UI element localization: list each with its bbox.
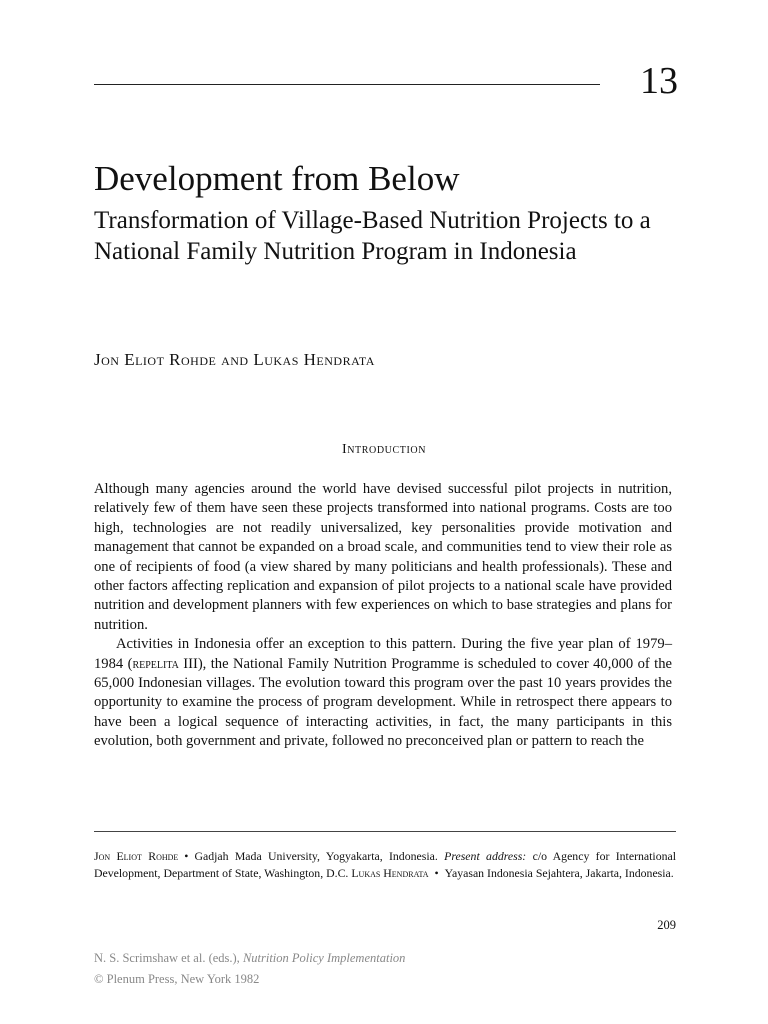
- repelita-term: repelita: [132, 655, 179, 672]
- chapter-number: 13: [640, 60, 678, 102]
- header-rule: [94, 84, 600, 85]
- footnote-author-1: Jon Eliot Rohde: [94, 849, 179, 863]
- paragraph-1: Although many agencies around the world have devised successful pilot projects in nutrition, relatively few of them have seen these projects transformed into national programs. Costs are too high, technologies are not readily universalized, key personalities provide motivation and management that cannot be expanded on a broad scale, and communities tend to view their role as one of recipients of food (a view shared by many politicians and health professionals). These and other factors affecting replication and expansion of pilot projects to a national scale have provided nutrition and development planners with few experiences on which to base strategies and plans for nutrition.: [94, 481, 672, 633]
- citation-editors: N. S. Scrimshaw et al. (eds.),: [94, 951, 240, 965]
- chapter-subtitle: Transformation of Village-Based Nutrition Projects to a National Family Nutrition Program in Indonesia: [94, 207, 651, 265]
- paragraph-2: [94, 635, 672, 751]
- footnote-author-2: Lukas Hendrata: [351, 866, 429, 880]
- author-byline: Jon Eliot Rohde and Lukas Hendrata: [94, 350, 375, 369]
- citation-publisher: © Plenum Press, New York 1982: [94, 972, 260, 986]
- bullet-icon: •: [184, 849, 189, 863]
- footnote-affiliation-2: Yayasan Indonesia Sejahtera, Jakarta, Indonesia.: [444, 866, 674, 880]
- chapter-title: Development from Below: [94, 159, 460, 198]
- paragraph-2-rest: III), the National Family Nutrition Programme is scheduled to cover 40,000 of the 65,000 Indonesian villages. The evolution toward this program over the past 10 years provides the opportunity to examine the process of program development. While in retrospect there appears to have been a logical sequence of interacting activities, in fact, the many participants in this evolution, both government and private, followed no preconceived plan or pattern to reach the: [94, 655, 672, 750]
- present-address-text: c/o Agency for International Development, Department of State, Washington, D.C.: [94, 849, 677, 880]
- footnote-affiliation-1: Gadjah Mada University, Yogyakarta, Indonesia.: [194, 849, 438, 863]
- author-footnote: [94, 848, 676, 882]
- citation-line-1: [94, 948, 405, 969]
- book-citation: [94, 948, 405, 990]
- present-address-label: Present address:: [444, 849, 527, 863]
- bullet-icon: •: [434, 866, 439, 880]
- footnote-rule: [94, 831, 676, 832]
- section-heading: Introduction: [341, 442, 427, 457]
- citation-book-title: Nutrition Policy Implementation: [242, 951, 406, 965]
- paragraph-2-start: Activities in Indonesia offer an exception to this pattern. During the five year plan of 1979–1984 (: [94, 636, 672, 672]
- body-text: [94, 480, 672, 752]
- page-number: 209: [657, 918, 676, 932]
